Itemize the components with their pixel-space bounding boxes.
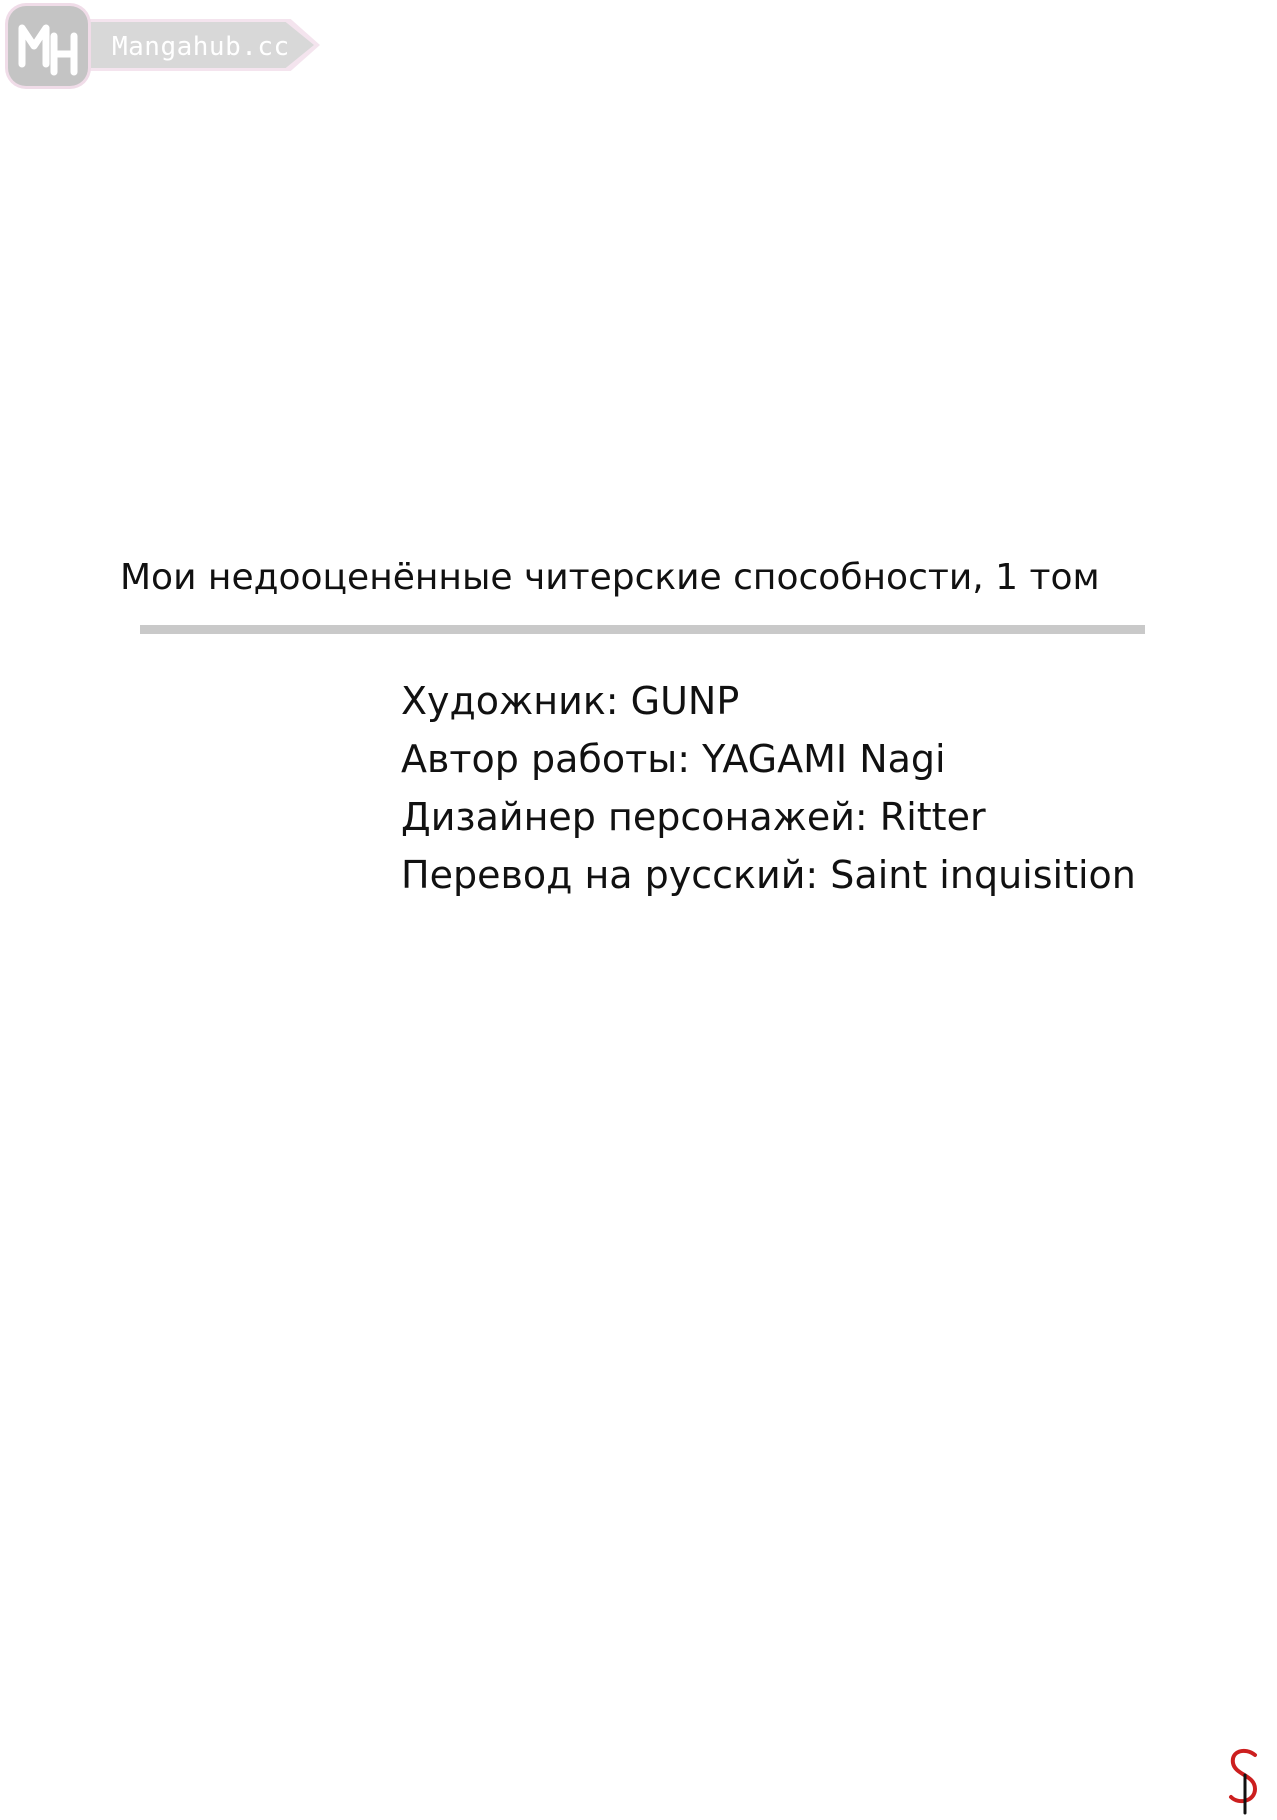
credit-character-designer: Дизайнер персонажей: Ritter — [401, 795, 986, 839]
credits-list — [401, 672, 1136, 904]
translator-s-logo-icon — [1225, 1745, 1265, 1815]
volume-title: Мои недооценённые читерские способности, 1 том — [120, 557, 1100, 598]
site-watermark — [8, 6, 338, 90]
credit-translation: Перевод на русский: Saint inquisition — [401, 853, 1136, 897]
watermark-site-label: Mangahub.cc — [112, 32, 290, 62]
mangahub-logo-icon — [8, 6, 88, 86]
credit-artist: Художник: GUNP — [401, 679, 740, 723]
credit-author: Автор работы: YAGAMI Nagi — [401, 737, 946, 781]
title-divider — [140, 625, 1145, 634]
